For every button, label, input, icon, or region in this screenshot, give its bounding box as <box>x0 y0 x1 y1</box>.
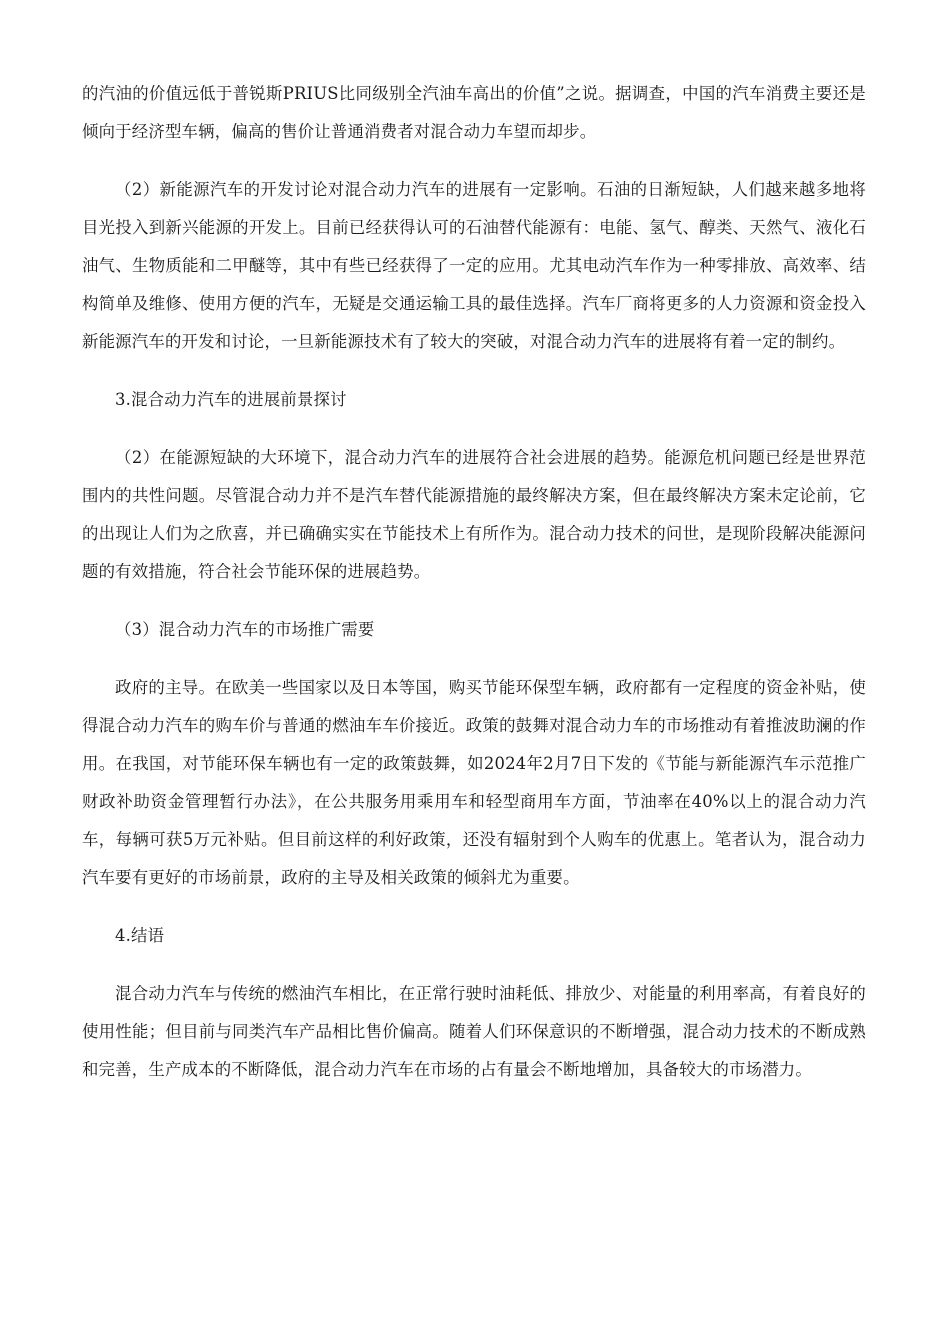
paragraph-new-energy-development: （2）新能源汽车的开发讨论对混合动力汽车的进展有一定影响。石油的日渐短缺，人们越来越多地将目光投入到新兴能源的开发上。目前已经获得认可的石油替代能源有：电能、氢气、醇类、天然气、液化石油气、生物质能和二甲醚等，其中有些已经获得了一定的应用。尤其电动汽车作为一种零排放、高效率、结构简单及维修、使用方便的汽车，无疑是交通运输工具的最佳选择。汽车厂商将更多的人力资源和资金投入新能源汽车的开发和讨论，一旦新能源技术有了较大的突破，对混合动力汽车的进展将有着一定的制约。 <box>82 180 866 351</box>
paragraph-energy-shortage: （2）在能源短缺的大环境下，混合动力汽车的进展符合社会进展的趋势。能源危机问题已经是世界范围内的共性问题。尽管混合动力并不是汽车替代能源措施的最终解决方案，但在最终解决方案未定论前，它的出现让人们为之欣喜，并已确确实实在节能技术上有所作为。混合动力技术的问世，是现阶段解决能源问题的有效措施，符合社会节能环保的进展趋势。 <box>82 448 866 581</box>
section-heading-conclusion: 4.结语 <box>115 926 165 945</box>
paragraph-government-leadership: 政府的主导。在欧美一些国家以及日本等国，购买节能环保型车辆，政府都有一定程度的资金补贴，使得混合动力汽车的购车价与普通的燃油车车价接近。政策的鼓舞对混合动力车的市场推动有着推波助澜的作用。在我国，对节能环保车辆也有一定的政策鼓舞，如2024年2月7日下发的《节能与新能源汽车示范推广财政补助资金管理暂行办法》，在公共服务用乘用车和轻型商用车方面，节油率在40%以上的混合动力汽车，每辆可获5万元补贴。但目前这样的利好政策，还没有辐射到个人购车的优惠上。笔者认为，混合动力汽车要有更好的市场前景，政府的主导及相关政策的倾斜尤为重要。 <box>82 678 866 887</box>
paragraph-conclusion: 混合动力汽车与传统的燃油汽车相比，在正常行驶时油耗低、排放少、对能量的利用率高，有着良好的使用性能；但目前与同类汽车产品相比售价偏高。随着人们环保意识的不断增强，混合动力技术的不断成熟和完善，生产成本的不断降低，混合动力汽车在市场的占有量会不断地增加，具备较大的市场潜力。 <box>82 984 866 1079</box>
paragraph-continuation: 的汽油的价值远低于普锐斯PRIUS比同级别全汽油车高出的价值”之说。据调查，中国的汽车消费主要还是倾向于经济型车辆，偏高的售价让普通消费者对混合动力车望而却步。 <box>82 84 866 141</box>
subheading-market-promotion: （3）混合动力汽车的市场推广需要 <box>115 620 375 639</box>
document-body <box>82 75 866 1109</box>
section-heading-prospects: 3.混合动力汽车的进展前景探讨 <box>115 390 347 409</box>
